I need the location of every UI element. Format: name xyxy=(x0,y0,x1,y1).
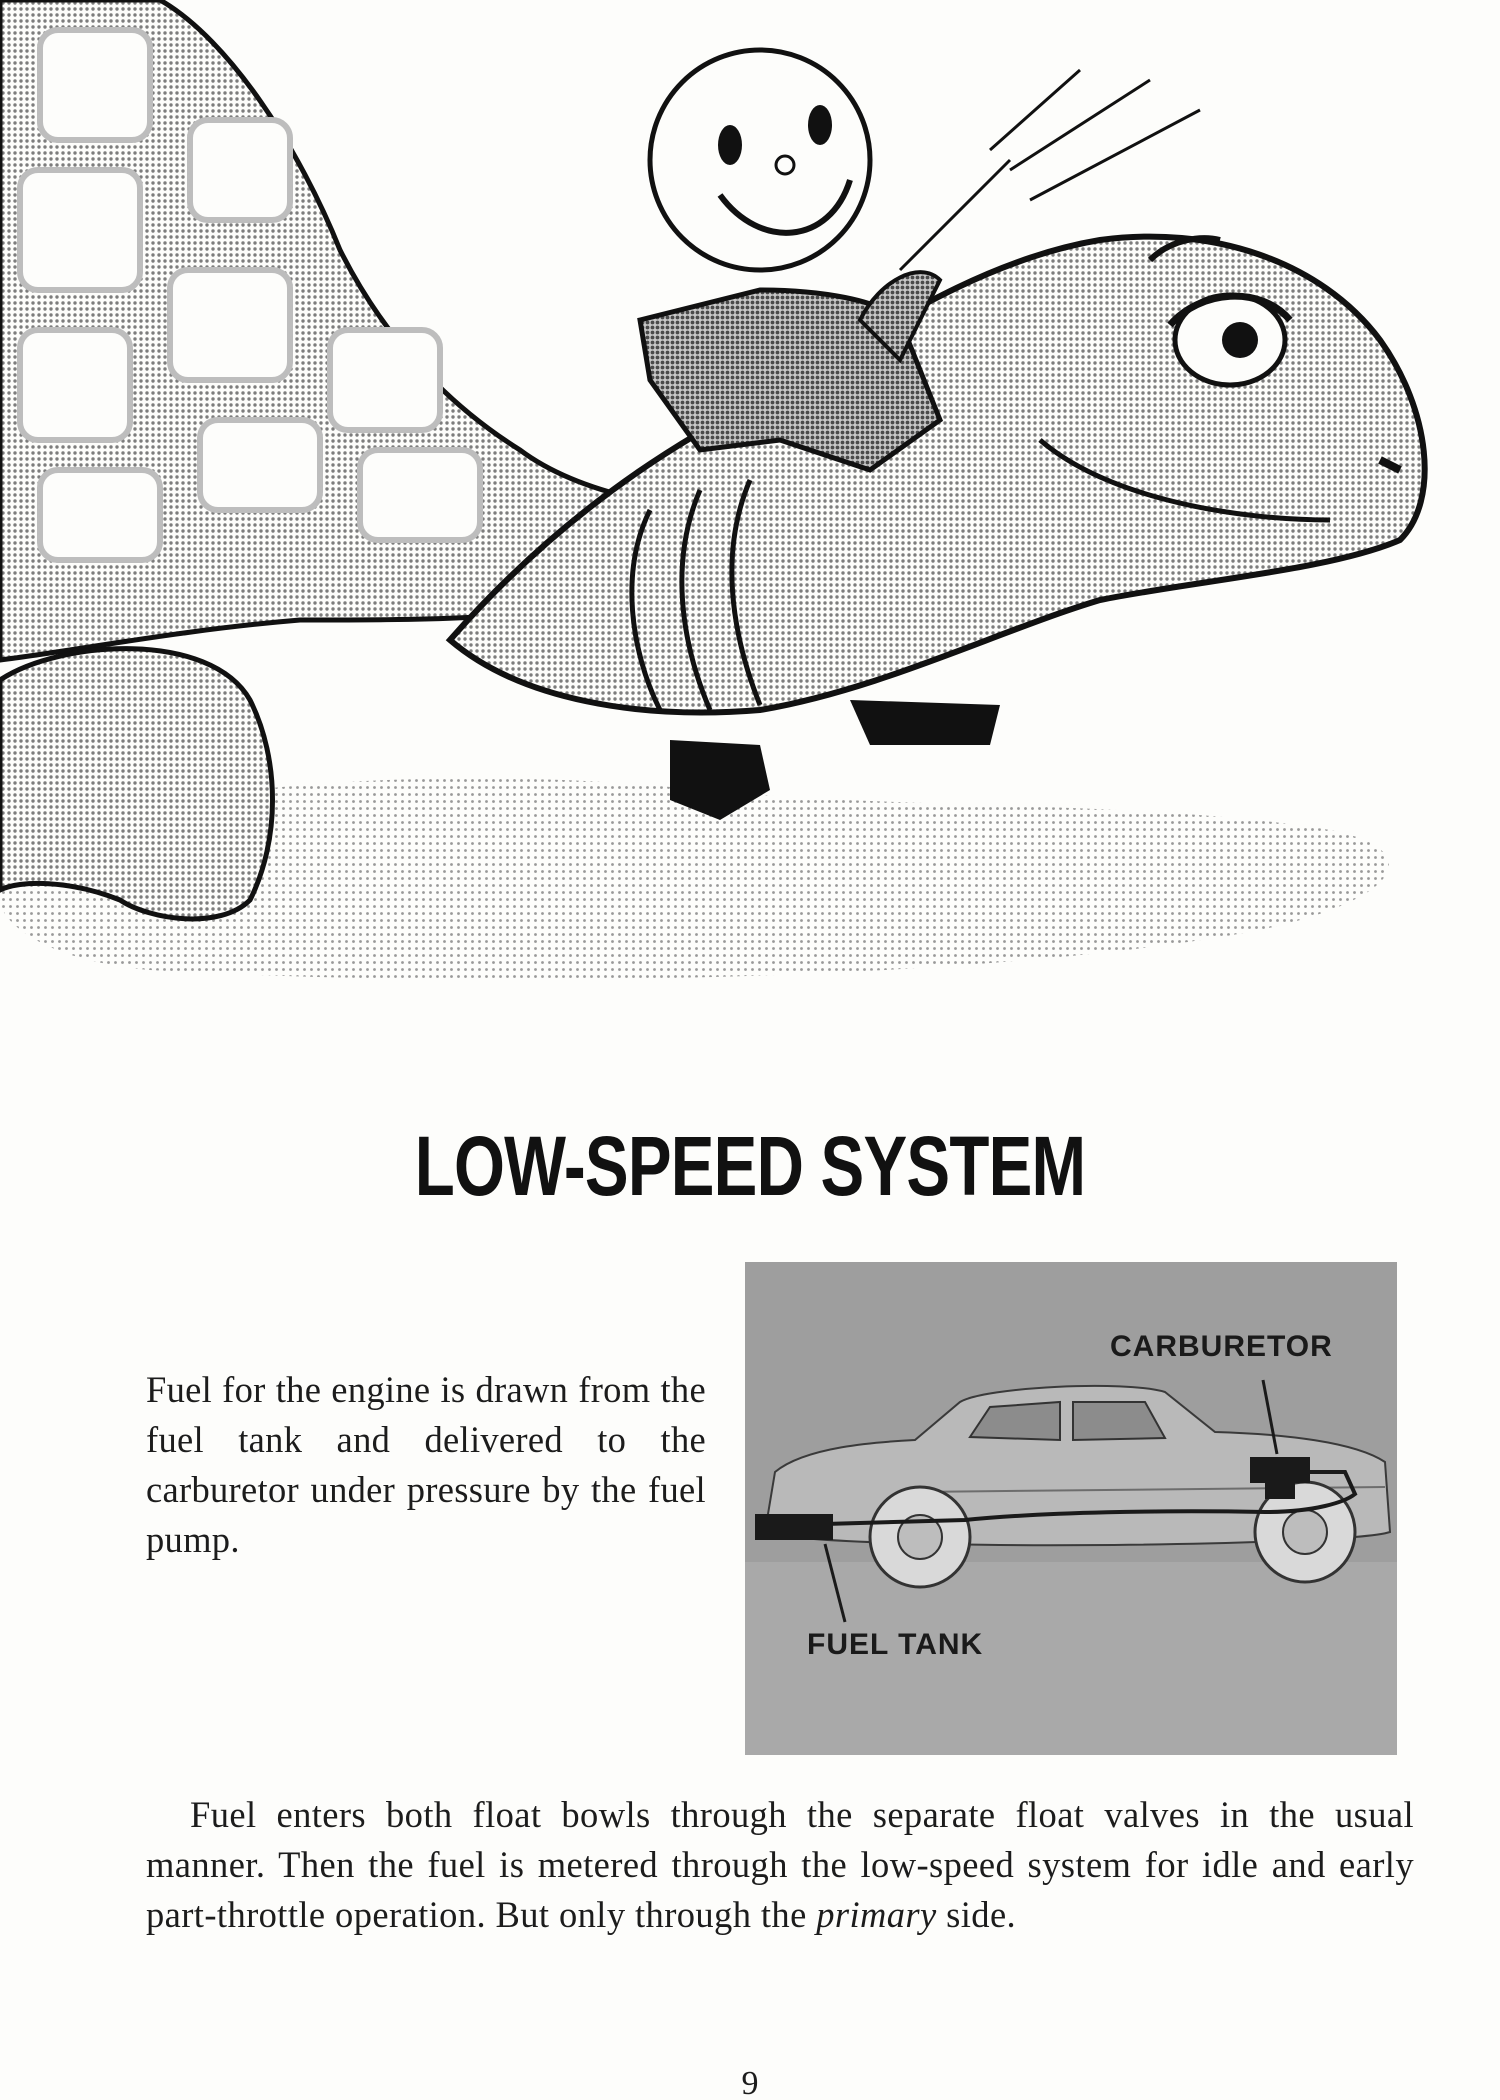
fuel-tank-block xyxy=(755,1514,833,1540)
body-emphasis: primary xyxy=(816,1894,937,1935)
turtle-rider-illustration xyxy=(0,0,1500,980)
carburetor-block xyxy=(1250,1457,1310,1483)
rider-head xyxy=(650,50,870,270)
fuel-tank-label: FUEL TANK xyxy=(807,1628,984,1661)
body-text-part-2: side. xyxy=(936,1894,1017,1935)
section-title: LOW-SPEED SYSTEM xyxy=(414,1119,1086,1213)
intro-paragraph: Fuel for the engine is drawn from the fuel tank and delivered to the carburetor under pressure by the fuel pump. xyxy=(146,1369,706,1560)
carburetor-label: CARBURETOR xyxy=(1110,1330,1333,1363)
speed-lines xyxy=(990,70,1200,200)
fuel-system-figure xyxy=(745,1262,1397,1755)
body-text-part-1: Fuel enters both float bowls through the separate float valves in the usual manner. Then the fuel is metered through the low-speed system for idle and early part-throttle operation. But only through the xyxy=(146,1794,1414,1935)
turtle-back-leg xyxy=(0,649,273,919)
turtle-front-foot-2 xyxy=(850,700,1000,745)
page-number: 9 xyxy=(741,2065,759,2100)
body-paragraph xyxy=(146,1790,1414,1940)
